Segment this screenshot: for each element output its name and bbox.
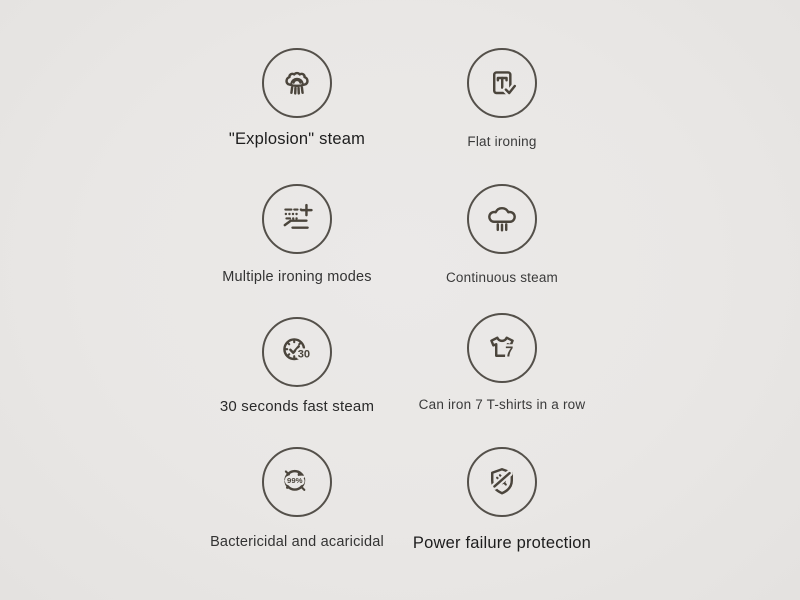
explosion-steam-icon: [277, 63, 317, 103]
timer-icon: [277, 332, 317, 372]
ironing-modes-icon: [277, 199, 317, 239]
icon-circle: [262, 184, 332, 254]
icon-circle: [467, 184, 537, 254]
feature-power-failure-protection: [392, 447, 612, 553]
steam-cloud-icon: [482, 199, 522, 239]
feature-label: "Explosion" steam: [228, 130, 366, 148]
icon-circle: [467, 447, 537, 517]
feature-label: Multiple ironing modes: [222, 269, 372, 285]
feature-flat-ironing: [392, 48, 612, 149]
feature-label: Flat ironing: [467, 134, 537, 149]
feature-label: Bactericidal and acaricidal: [210, 534, 384, 550]
feature-label: 30 seconds fast steam: [219, 398, 375, 415]
feature-label: Continuous steam: [445, 270, 558, 285]
flat-ironing-check-icon: [482, 63, 522, 103]
germ-kill-icon: [277, 462, 317, 502]
shield-no-plug-icon: [482, 462, 522, 502]
icon-circle: [467, 48, 537, 118]
icon-circle: [467, 313, 537, 383]
icon-circle: [262, 317, 332, 387]
feature-multiple-ironing-modes: [187, 184, 407, 285]
icon-circle: [262, 48, 332, 118]
icon-circle: [262, 447, 332, 517]
feature-label: Can iron 7 T-shirts in a row: [418, 397, 586, 412]
feature-label: Power failure protection: [412, 534, 592, 552]
feature-explosion-steam: [187, 48, 407, 149]
tshirt-badge: 7: [505, 344, 514, 361]
germ-badge: 99%: [287, 476, 303, 486]
feature-iron-7-tshirts: [392, 313, 612, 412]
tshirt-icon: [482, 328, 522, 368]
feature-bactericidal: [187, 447, 407, 550]
timer-badge: 30: [297, 348, 311, 361]
feature-30s-fast-steam: [187, 317, 407, 415]
feature-continuous-steam: [392, 184, 612, 285]
